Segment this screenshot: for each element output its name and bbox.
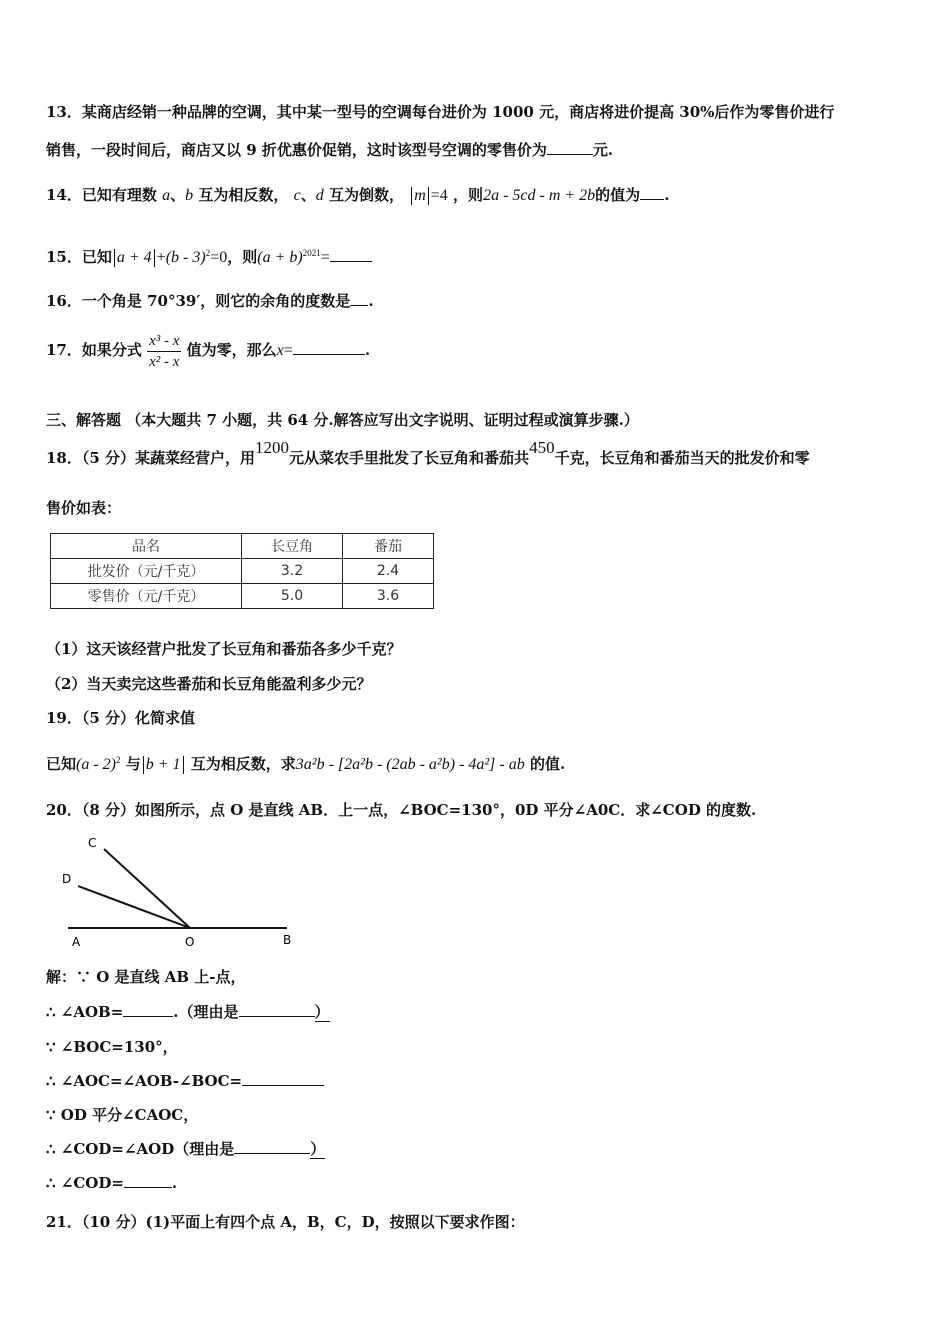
abs-bar: [183, 756, 184, 774]
ray-od: [78, 886, 190, 928]
table-cell: 3.2: [242, 559, 343, 584]
proof-text: ）: [314, 1003, 330, 1021]
proof-step: [46, 1002, 330, 1022]
price-table: [50, 533, 434, 609]
proof-text: ∴ ∠COD=: [46, 1174, 124, 1192]
proof-text: ∴ ∠AOC=∠AOB-∠BOC=: [46, 1072, 243, 1090]
section-heading: 三、解答题 （本大题共 7 小题，共 64 分.解答应写出文字说明、证明过程或演算步骤.）: [46, 411, 639, 429]
answer-blank[interactable]: [123, 1002, 173, 1017]
q15-expr3: (a + b): [257, 249, 303, 266]
proof-text: .: [171, 1174, 178, 1192]
q15-expr2: (b - 3): [165, 249, 206, 266]
var-m: m: [414, 187, 426, 204]
var-b: b: [185, 187, 194, 204]
angle-figure: [50, 830, 310, 955]
var-d: d: [315, 187, 324, 204]
answer-blank[interactable]: [350, 291, 368, 306]
q14-end: .: [664, 186, 670, 204]
proof-text: ）: [310, 1140, 326, 1158]
table-cell: 批发价（元/千克）: [51, 559, 242, 584]
label-d: D: [62, 872, 72, 886]
q15-plus: +: [156, 249, 166, 266]
table-cell: 零售价（元/千克）: [51, 584, 242, 609]
q14-t2: 互为倒数，: [328, 186, 404, 204]
q18-line1: [46, 438, 810, 468]
answer-blank[interactable]: [547, 140, 593, 155]
ray-oc: [104, 849, 190, 928]
var-x: x: [276, 342, 284, 359]
q15-num: 15．已知: [46, 248, 112, 266]
proof-step: [46, 1173, 177, 1193]
proof-text: ∴ ∠COD=∠AOD（理由是: [46, 1140, 235, 1158]
q13-end: 元.: [592, 141, 614, 159]
q18-p1: 18．（5 分）某蔬菜经营户，用: [46, 449, 256, 467]
table-header-cell: 品名: [51, 534, 242, 559]
q14-t4: 的值为: [595, 186, 641, 204]
sep: 、: [300, 186, 316, 204]
var-a: a: [162, 187, 171, 204]
answer-blank[interactable]: [293, 340, 365, 355]
q18-line2: 售价如表：: [46, 499, 122, 517]
q14-t3: ，则: [453, 186, 484, 204]
table-row: [51, 584, 434, 609]
q17-num: 17．如果分式: [46, 341, 142, 359]
q15-t1: ，则: [227, 248, 258, 266]
label-b: B: [283, 933, 292, 947]
q14-expr: 2a - 5cd - m + 2b: [483, 187, 596, 204]
fraction-denominator: x² - x: [149, 353, 180, 370]
q21-text: 21．（10 分）(1)平面上有四个点 A，B，C，D，按照以下要求作图：: [46, 1213, 525, 1231]
fraction-numerator: x³ - x: [147, 331, 181, 352]
abs-bar: [428, 187, 429, 205]
q19-e1sq: 2: [116, 755, 121, 765]
label-o: O: [185, 935, 195, 949]
answer-blank[interactable]: [640, 185, 664, 200]
answer-blank[interactable]: [330, 247, 372, 262]
table-header-row: [51, 534, 434, 559]
table-header-cell: 番茄: [343, 534, 434, 559]
q13-text: 销售，一段时间后，商店又以 9 折优惠价促销，这时该型号空调的零售价为: [46, 141, 547, 159]
answer-blank[interactable]: [239, 1002, 315, 1017]
q13-line2: [46, 140, 613, 160]
proof-text: ∴ ∠AOB=: [46, 1003, 124, 1021]
q15-sq: 2: [205, 248, 211, 258]
q18-p2: 元从菜农手里批发了长豆角和番茄共: [289, 449, 530, 467]
var-c: c: [293, 187, 301, 204]
q18-sub1: （1）这天该经营户批发了长豆角和番茄各多少千克？: [46, 640, 402, 658]
q19-body: [46, 750, 565, 775]
abs-bar: [411, 187, 412, 205]
q20-text: 20．（8 分）如图所示，点 O 是直线 AB．上一点，∠BOC=130°，0D 平分∠A0C．求∠COD 的度数.: [46, 801, 757, 819]
fraction: [147, 331, 181, 372]
q16-text: 16．一个角是 70°39′，则它的余角的度数是: [46, 292, 351, 310]
q16: [46, 291, 374, 311]
q15-eq0: =0: [210, 249, 228, 266]
q15-expr1: a + 4: [116, 249, 152, 266]
table-cell: 2.4: [343, 559, 434, 584]
q19-p2: 与: [125, 755, 141, 773]
answer-blank[interactable]: [234, 1139, 310, 1154]
q19-title: 19．（5 分）化简求值: [46, 709, 196, 727]
q17: [46, 330, 370, 372]
table-cell: 3.6: [343, 584, 434, 609]
q18-p3: 千克，长豆角和番茄当天的批发价和零: [554, 449, 810, 467]
q14: [46, 185, 669, 206]
proof-step: [46, 1071, 324, 1091]
q19-p3: 互为相反数，求: [190, 755, 296, 773]
q19-p1: 已知: [46, 755, 77, 773]
q17-eq: =: [283, 342, 293, 359]
q15-eq: =: [320, 249, 330, 266]
q18-n1: 1200: [255, 438, 290, 457]
label-a: A: [72, 935, 81, 949]
answer-blank[interactable]: [242, 1071, 324, 1086]
q19-p4: 的值.: [529, 755, 566, 773]
q13-line1: 13．某商店经销一种品牌的空调，其中某一型号的空调每台进价为 1000 元，商店将进价提高 30%后作为零售价进行: [46, 103, 835, 121]
table-row: [51, 559, 434, 584]
proof-step: 解：∵ O 是直线 AB 上-点，: [46, 968, 246, 986]
q18-sub2: （2）当天卖完这些番茄和长豆角能盈利多少元？: [46, 675, 372, 693]
q19-e2: b + 1: [145, 756, 181, 773]
q19-e3: 3a²b - [2a²b - (2ab - a²b) - 4a²] - ab: [295, 756, 525, 773]
proof-step: ∵ OD 平分∠CAOC，: [46, 1106, 199, 1124]
proof-step: ∵ ∠BOC=130°，: [46, 1038, 178, 1056]
abs-bar: [114, 249, 115, 267]
q17-end: .: [364, 341, 371, 359]
q14-num: 14．已知有理数: [46, 186, 157, 204]
abs-bar: [143, 756, 144, 774]
table-cell: 5.0: [242, 584, 343, 609]
q19-e1: (a - 2): [76, 756, 116, 773]
table-header-cell: 长豆角: [242, 534, 343, 559]
q15: [46, 243, 372, 268]
q14-eq: =4: [430, 187, 448, 204]
sep: 、: [170, 186, 186, 204]
answer-blank[interactable]: [124, 1173, 172, 1188]
q15-exp: 2021: [302, 248, 321, 258]
q18-n2: 450: [529, 438, 555, 457]
abs-bar: [154, 249, 155, 267]
q17-t1: 值为零，那么: [186, 341, 277, 359]
proof-step: [46, 1139, 325, 1159]
q14-t1: 互为相反数，: [198, 186, 289, 204]
label-c: C: [88, 836, 97, 850]
q16-end: .: [368, 292, 374, 310]
proof-text: .（理由是: [173, 1003, 239, 1021]
